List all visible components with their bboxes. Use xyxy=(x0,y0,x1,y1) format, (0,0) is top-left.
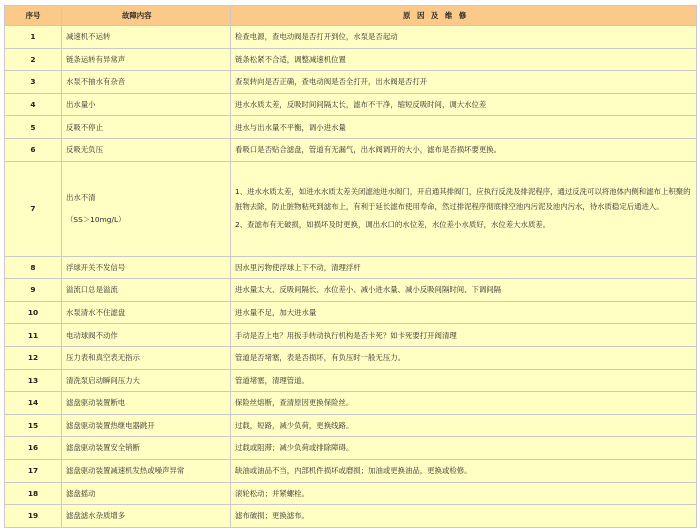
row-number: 19 xyxy=(5,505,62,528)
row-number: 4 xyxy=(5,93,62,116)
cause-cell: 管道是否堵塞，表是否损坏，有负压时一般无压力。 xyxy=(231,346,697,369)
table-row xyxy=(5,482,697,505)
fault-cell xyxy=(62,116,231,139)
table-row xyxy=(5,256,697,279)
fault-cell xyxy=(62,392,231,415)
row-number: 1 xyxy=(5,26,62,49)
header-no: 序号 xyxy=(5,6,62,26)
fault-cell xyxy=(62,301,231,324)
table-row xyxy=(5,71,697,94)
table-row xyxy=(5,505,697,528)
fault-text: 反吸无负压 xyxy=(66,145,103,155)
table-row xyxy=(5,346,697,369)
fault-text: 反吸不停止 xyxy=(66,122,103,132)
row-number: 9 xyxy=(5,279,62,302)
fault-text: 出水不清 xyxy=(66,193,96,203)
cause-cell: 查泵转向是否正确，查电动阀是否全打开，出水阀是否打开 xyxy=(231,71,697,94)
row-number: 17 xyxy=(5,459,62,482)
fault-cell xyxy=(62,437,231,460)
row-number: 7 xyxy=(5,161,62,256)
cause-cell: 进水与出水量不平衡，调小进水量 xyxy=(231,116,697,139)
fault-cell xyxy=(62,505,231,528)
header-cause: 原 因 及 维 修 xyxy=(231,6,697,26)
fault-cell xyxy=(62,279,231,302)
fault-text: 减速机不运转 xyxy=(66,32,111,42)
fault-text: 溢流口总是溢流 xyxy=(66,285,118,295)
fault-text: 压力表和真空表无指示 xyxy=(66,353,140,363)
row-number: 11 xyxy=(5,324,62,347)
fault-cell xyxy=(62,482,231,505)
cause-cell: 滚轮松动；并紧螺栓。 xyxy=(231,482,697,505)
table-row xyxy=(5,437,697,460)
row-number: 18 xyxy=(5,482,62,505)
fault-text: 滤盘驱动装置减速机发热或噪声异常 xyxy=(66,466,185,476)
table-row xyxy=(5,301,697,324)
fault-cell xyxy=(62,138,231,161)
header-row xyxy=(5,6,697,26)
table-row xyxy=(5,161,697,256)
fault-text: 滤盘驱动装置安全销断 xyxy=(66,443,140,453)
table-row xyxy=(5,93,697,116)
cause-paragraph: 1、进水水质太差，如进水水质太差关闭滤池进水阀门，开启通其排阀门，应执行反洗及排泥程序，通过反洗可以将池体内侧和滤布上积聚的脏物去除，防止脏物粘死到滤布上，有利于延长滤布使用寿命，然过排泥程序彻底排空池内污泥及池内污水，待水质稳定后通进入。 xyxy=(235,186,691,211)
fault-text: 滤盘滤水杂质增多 xyxy=(66,511,126,521)
fault-text: 浮球开关不发信号 xyxy=(66,262,126,272)
table-row xyxy=(5,116,697,139)
cause-cell: 进水量太大、反吸间隔长、水位差小、减小进水量、减小反吸间隔时间、下调间隔 xyxy=(231,279,697,302)
cause-cell: 进水量不足，加大进水量 xyxy=(231,301,697,324)
cause-cell: 看吸口是否贴合滤盘，管道有无漏气，出水阀调开的大小，滤布是否损坏要更换。 xyxy=(231,138,697,161)
cause-cell: 过载或阻滞；减少负荷或排除障碍。 xyxy=(231,437,697,460)
row-number: 3 xyxy=(5,71,62,94)
cause-cell: 缺油或油品不当，内部机件损坏或磨损；加油或更换油品，更换或检修。 xyxy=(231,459,697,482)
fault-table xyxy=(4,5,697,528)
row-number: 6 xyxy=(5,138,62,161)
row-number: 2 xyxy=(5,48,62,71)
table-row xyxy=(5,48,697,71)
table-row xyxy=(5,26,697,49)
fault-text: 滤盘摇动 xyxy=(66,488,96,498)
row-number: 16 xyxy=(5,437,62,460)
cause-cell: 管道堵塞，清理管道。 xyxy=(231,369,697,392)
cause-cell: 进水水质太差，反吸时间间隔太长，滤布不干净，缩短反吸时间，调大水位差 xyxy=(231,93,697,116)
fault-text: 电动球阀不动作 xyxy=(66,330,118,340)
table-row xyxy=(5,459,697,482)
table-row xyxy=(5,138,697,161)
fault-cell xyxy=(62,414,231,437)
header-fault: 故障内容 xyxy=(62,6,231,26)
cause-paragraph: 2、查滤布有无破损，如损坏及时更换，调出水口的水位差，水位差小水质好，水位差大水质差。 xyxy=(235,220,551,230)
fault-cell xyxy=(62,71,231,94)
fault-text: 水泵不抽水有杂音 xyxy=(66,77,126,87)
fault-cell xyxy=(62,256,231,279)
fault-text: 出水量小 xyxy=(66,99,96,109)
fault-cell xyxy=(62,48,231,71)
fault-cell xyxy=(62,161,231,256)
fault-table-wrapper xyxy=(4,5,696,528)
cause-cell xyxy=(231,161,697,256)
fault-text: 水泵清水不住滤盘 xyxy=(66,307,126,317)
fault-cell xyxy=(62,459,231,482)
row-number: 8 xyxy=(5,256,62,279)
cause-cell: 过载，短路，减少负荷，更换线路。 xyxy=(231,414,697,437)
table-row xyxy=(5,279,697,302)
fault-text: 链条运转有异常声 xyxy=(66,54,126,64)
fault-cell xyxy=(62,26,231,49)
row-number: 10 xyxy=(5,301,62,324)
table-row xyxy=(5,369,697,392)
row-number: 12 xyxy=(5,346,62,369)
row-number: 5 xyxy=(5,116,62,139)
fault-subtext: （SS＞10mg/L） xyxy=(66,214,126,224)
cause-cell: 保险丝熔断，查清原因更换保险丝。 xyxy=(231,392,697,415)
fault-cell xyxy=(62,346,231,369)
fault-cell xyxy=(62,369,231,392)
fault-text: 滤盘驱动装置热继电器跳开 xyxy=(66,420,155,430)
table-row xyxy=(5,324,697,347)
fault-cell xyxy=(62,324,231,347)
row-number: 14 xyxy=(5,392,62,415)
cause-cell: 因水里污物使浮球上下不动，清理浮杆 xyxy=(231,256,697,279)
cause-cell: 滤布破损；更换滤布。 xyxy=(231,505,697,528)
fault-text: 清洗泵启动瞬间压力大 xyxy=(66,375,140,385)
table-row xyxy=(5,414,697,437)
fault-text: 滤盘驱动装置断电 xyxy=(66,398,126,408)
table-row xyxy=(5,392,697,415)
cause-cell: 检查电源，查电动阀是否打开到位，水泵是否起动 xyxy=(231,26,697,49)
cause-cell: 链条松紧不合适，调整减速机位置 xyxy=(231,48,697,71)
fault-cell xyxy=(62,93,231,116)
row-number: 13 xyxy=(5,369,62,392)
cause-cell: 手动是否上电？用扳手转动执行机构是否卡死？如卡死要打开阀清理 xyxy=(231,324,697,347)
row-number: 15 xyxy=(5,414,62,437)
